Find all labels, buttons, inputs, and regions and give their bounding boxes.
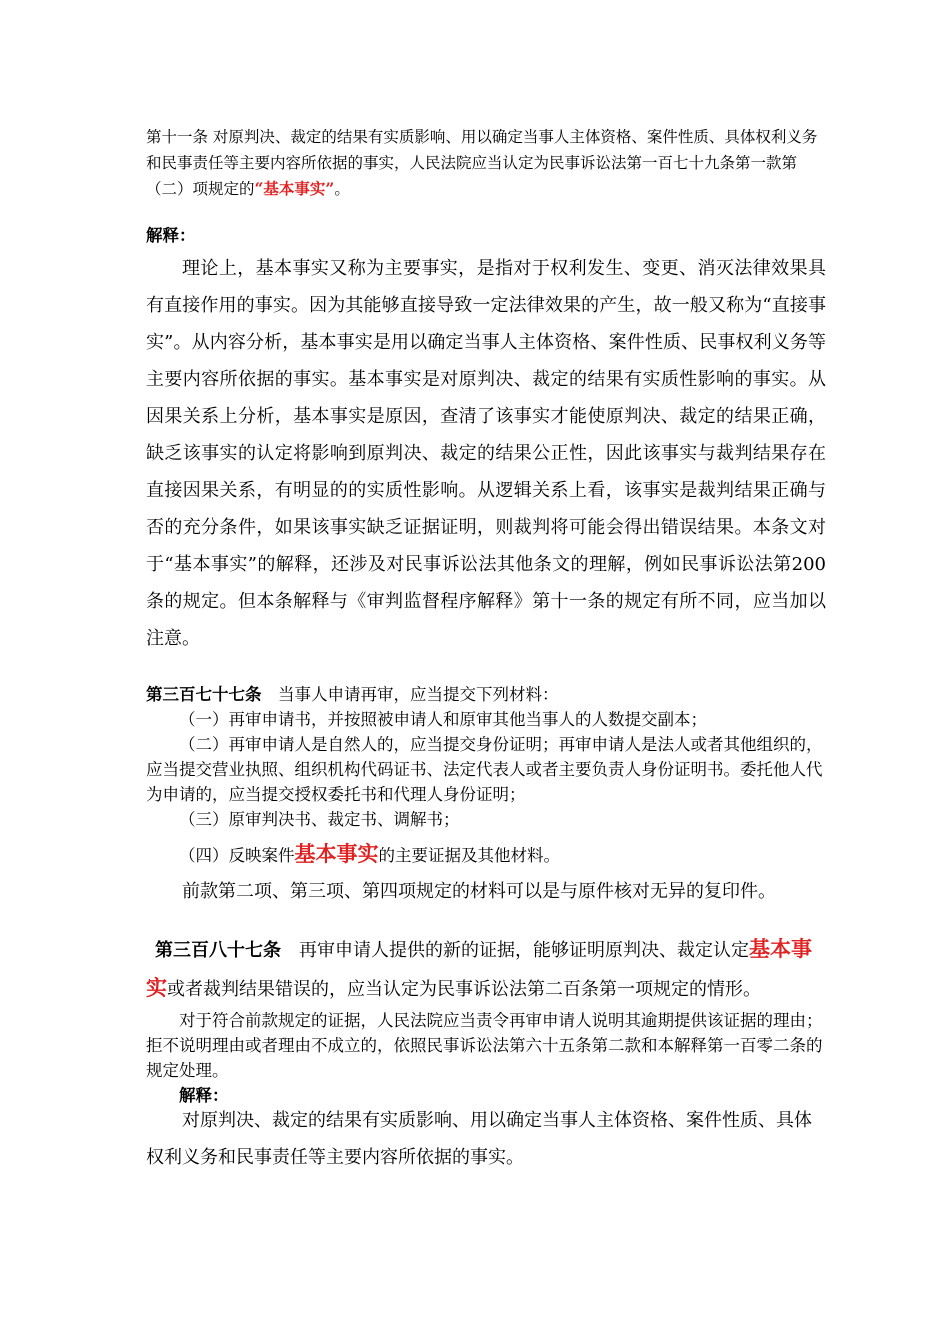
- basic-fact-highlight: 基本事实: [294, 841, 379, 866]
- basic-fact-highlight: 基本事实: [146, 936, 812, 1000]
- article-387-paragraph-2: 对于符合前款规定的证据，人民法院应当责令再审申请人说明其逾期提供该证据的理由；拒不说明理由或者理由不成立的，依照民事诉讼法第六十五条第二款和本解释第一百零二条的规定处理。: [146, 1011, 823, 1080]
- article-387-explanation-heading: 解释：: [179, 1086, 229, 1105]
- article-11-paragraph: [146, 124, 826, 202]
- basic-fact-highlight: “基本事实”: [254, 179, 335, 198]
- article-11-end: 。: [334, 180, 350, 198]
- article-377-heading-line: [146, 682, 826, 707]
- article-377-item-2: （二）再审申请人是自然人的，应当提交身份证明；再审申请人是法人或者其他组织的，应当提交营业执照、组织机构代码证书、法定代表人或者主要负责人身份证明书。委托他人代为申请的，应当提交授权委托书和代理人身份证明；: [146, 735, 823, 804]
- explanation-heading: 解释：: [146, 226, 196, 245]
- article-377-section: [146, 682, 826, 910]
- article-387-explanation-body: 对原判决、裁定的结果有实质影响、用以确定当事人主体资格、案件性质、具体权利义务和民事责任等主要内容所依据的事实。: [146, 1110, 812, 1168]
- article-377-item-3: （三）原审判决书、裁定书、调解书；: [179, 810, 460, 829]
- article-377-item-1: （一）再审申请书，并按照被申请人和原审其他当事人的人数提交副本；: [179, 710, 707, 729]
- article-387-section: [146, 930, 826, 1108]
- article-377-paragraph-2: 前款第二项、第三项、第四项规定的材料可以是与原件核对无异的复印件。: [182, 881, 776, 902]
- article-377-title: 第三百七十七条: [146, 685, 262, 704]
- article-11-text: 第十一条 对原判决、裁定的结果有实质影响、用以确定当事人主体资格、案件性质、具体权利义务和民事责任等主要内容所依据的事实，人民法院应当认定为民事诉讼法第一百七十九条第一款第（二）项规定的: [146, 128, 818, 198]
- article-377-intro: 当事人申请再审，应当提交下列材料：: [261, 685, 559, 704]
- article-377-item-4: （四）反映案件基本事实的主要证据及其他材料。: [179, 841, 560, 866]
- article-387-paragraph-1: 第三百八十七条 再审申请人提供的新的证据，能够证明原判决、裁定认定基本事实或者裁判结果错误的，应当认定为民事诉讼法第二百条第一项规定的情形。: [146, 936, 812, 1000]
- explanation-body: 理论上，基本事实又称为主要事实，是指对于权利发生、变更、消灭法律效果具有直接作用的事实。因为其能够直接导致一定法律效果的产生，故一般又称为“直接事实”。从内容分析，基本事实是用以确定当事人主体资格、案件性质、民事权利义务等主要内容所依据的事实。基本事实是对原判决、裁定的结果有实质性影响的事实。从因果关系上分析，基本事实是原因，查清了该事实才能使原判决、裁定的结果正确，缺乏该事实的认定将影响到原判决、裁定的结果公正性，因此该事实与裁判结果存在直接因果关系，有明显的的实质性影响。从逻辑关系上看，该事实是裁判结果正确与否的充分条件，如果该事实缺乏证据证明，则裁判将可能会得出错误结果。本条文对于“基本事实”的解释，还涉及对民事诉讼法其他条文的理解，例如民事诉讼法第200条的规定。但本条解释与《审判监督程序解释》第十一条的规定有所不同，应当加以注意。: [146, 258, 826, 649]
- article-387-title: 第三百八十七条: [155, 940, 281, 961]
